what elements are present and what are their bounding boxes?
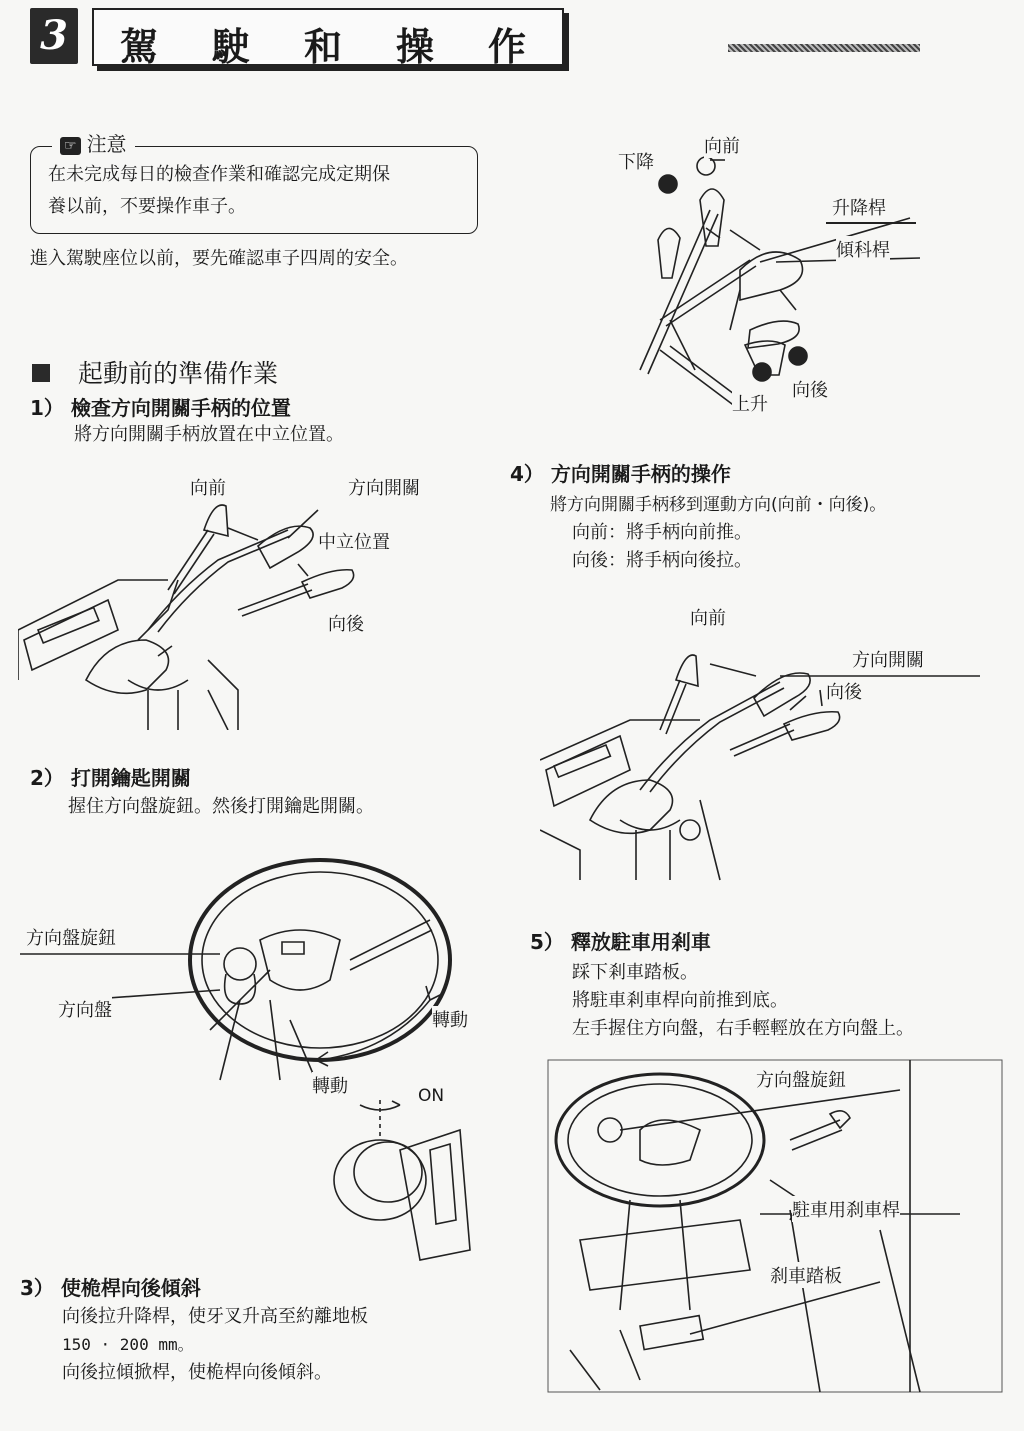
caution-text: 養以前，不要操作車子。 (48, 196, 246, 217)
step3-text: 向後拉升降桿，使牙叉升高至約離地板 (62, 1306, 368, 1327)
step5-title: 5） 釋放駐車用剎車 (530, 930, 711, 954)
fig4-label-forward: 向前 (690, 604, 726, 630)
fig4-label-direction-switch: 方向開關 (852, 646, 924, 672)
chapter-title-char: 駕 (120, 25, 159, 69)
label-tilt-lever: 傾科桿 (836, 236, 890, 262)
fig1-label-forward: 向前 (190, 474, 226, 500)
fig4-label-backward: 向後 (826, 678, 862, 704)
step3-text: 向後拉傾掀桿，使桅桿向後傾斜。 (62, 1362, 332, 1383)
fig5-label-brake-pedal: 刹車踏板 (770, 1262, 842, 1288)
label-backward: 向後 (792, 376, 828, 402)
step1-text: 將方向開關手柄放置在中立位置。 (74, 424, 344, 445)
chapter-title-char: 操 (396, 25, 435, 69)
fig2-label-turn-right: 轉動 (432, 1006, 468, 1032)
direction-lever-handle (258, 526, 313, 568)
parking-brake-figure (540, 1050, 1010, 1400)
label-forward: 向前 (704, 132, 740, 158)
fig5-label-parking-brake: 駐車用刹車桿 (792, 1196, 900, 1222)
chapter-title-char: 駛 (212, 25, 251, 69)
label-up: 上升 (732, 390, 768, 416)
up-marker-icon (753, 363, 771, 381)
step3-title: 3） 使桅桿向後傾斜 (20, 1276, 201, 1300)
fig4-lever-handle (754, 673, 810, 716)
label-lift-lever: 升降桿 (832, 194, 886, 220)
fig1-label-backward: 向後 (328, 610, 364, 636)
fig5-steering-knob (598, 1118, 622, 1142)
step1-title: 1） 檢查方向開關手柄的位置 (30, 396, 291, 420)
chapter-title-char: 作 (488, 25, 527, 69)
step4-text: 向後：將手柄向後拉。 (572, 550, 752, 571)
fig1-label-neutral: 中立位置 (318, 528, 390, 554)
fig2-label-knob: 方向盤旋鈕 (26, 924, 116, 950)
fig2-label-turn-bottom: 轉動 (312, 1072, 348, 1098)
step5-text: 踩下剎車踏板。 (572, 962, 698, 983)
fig2-label-on: ON (418, 1086, 445, 1106)
direction-switch-operation-figure (540, 620, 1000, 890)
lift-tilt-lever-figure (600, 120, 1020, 420)
fig5-label-knob: 方向盤旋鈕 (756, 1066, 846, 1092)
pointing-hand-icon: ☞ (60, 137, 81, 155)
caution-heading (52, 128, 135, 157)
chapter-title-char: 和 (304, 25, 343, 69)
step3-text: 150 · 200 mm。 (62, 1335, 194, 1354)
step5-text: 將駐車剎車桿向前推到底。 (572, 990, 788, 1011)
fig2-label-wheel: 方向盤 (58, 996, 112, 1022)
fig1-label-direction-switch: 方向開關 (348, 474, 420, 500)
caution-label: 注意 (86, 132, 127, 156)
step4-title: 4） 方向開關手柄的操作 (510, 462, 731, 486)
lift-lever-handle (700, 189, 724, 246)
step2-title: 2） 打開鑰匙開關 (30, 766, 191, 790)
step5-text: 左手握住方向盤，右手輕輕放在方向盤上。 (572, 1018, 914, 1039)
step4-text: 將方向開關手柄移到運動方向(向前・向後)。 (550, 495, 887, 515)
direction-switch-neutral-figure (18, 480, 418, 730)
section-bullet (32, 364, 50, 382)
label-down: 下降 (618, 148, 654, 174)
intro-text: 進入駕駛座位以前，要先確認車子四周的安全。 (30, 248, 408, 269)
step4-text: 向前：將手柄向前推。 (572, 522, 752, 543)
down-marker-icon (659, 175, 677, 193)
steering-wheel-key-figure (20, 850, 500, 1270)
chapter-number: 3 (30, 8, 78, 64)
steering-knob (224, 948, 256, 980)
step2-text: 握住方向盤旋鈕。然後打開鑰匙開關。 (68, 796, 374, 817)
header-rule (728, 44, 920, 52)
section-title: 起動前的準備作業 (78, 359, 279, 388)
chapter-title (92, 8, 564, 69)
steering-wheel (190, 860, 450, 1060)
caution-text: 在未完成每日的檢查作業和確認完成定期保 (48, 164, 390, 185)
